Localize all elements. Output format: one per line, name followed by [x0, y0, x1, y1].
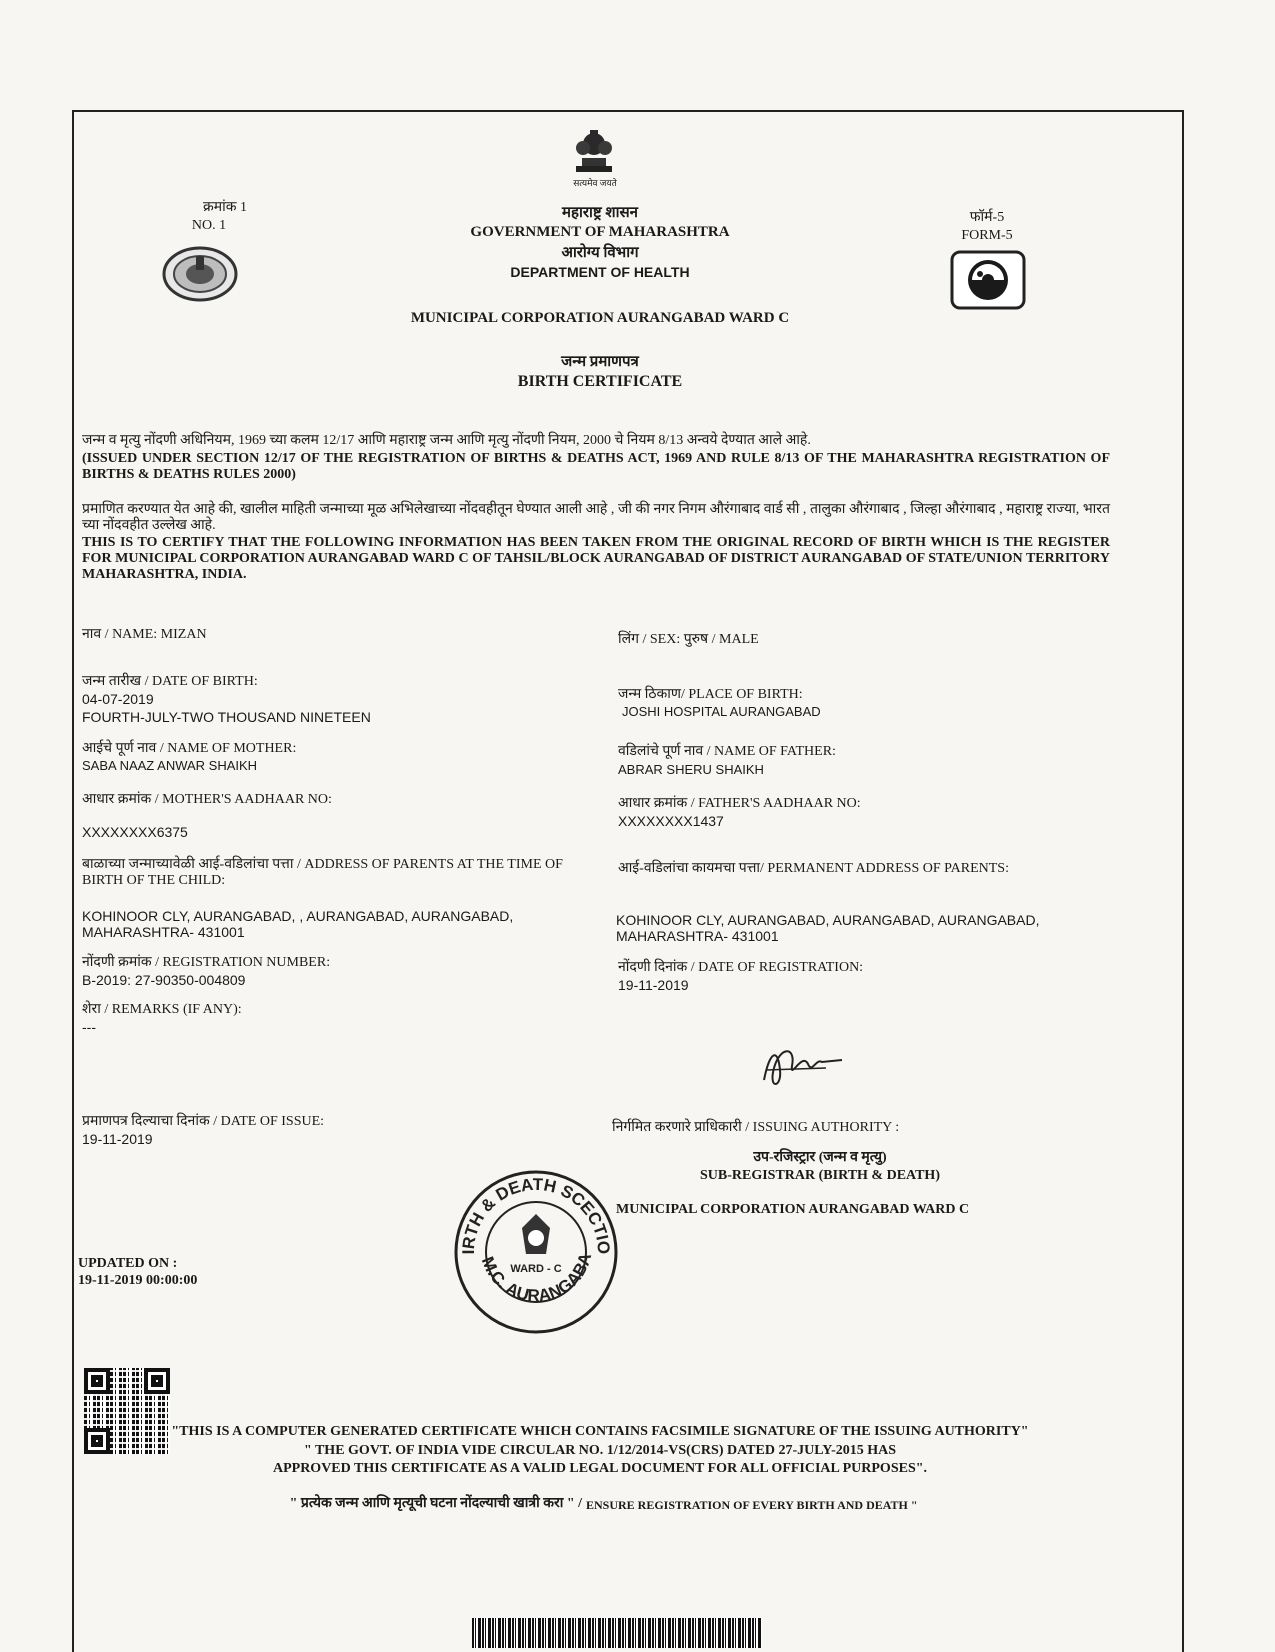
qr-code-icon [84, 1368, 170, 1454]
footer-line-2: " THE GOVT. OF INDIA VIDE CIRCULAR NO. 1/12/2014-VS(CRS) DATED 27-JULY-2015 HAS [303, 1443, 897, 1458]
seal-bottom-text: M.C. AURANGABA [477, 1250, 596, 1306]
issue-date-value: 19-11-2019 [82, 1131, 153, 1147]
crs-logo-icon [950, 250, 1026, 310]
mother-aadhaar-label: आधार क्रमांक / MOTHER'S AADHAAR NO: [82, 792, 332, 807]
form-en: FORM-5 [961, 228, 1013, 243]
slogan-en: ENSURE REGISTRATION OF EVERY BIRTH AND DEATH " [586, 1498, 918, 1512]
registration-date-label: नोंदणी दिनांक / DATE OF REGISTRATION: [618, 960, 864, 975]
gov-mr: महाराष्ट्र शासन [562, 205, 638, 221]
mother-value: SABA NAAZ ANWAR SHAIKH [82, 758, 258, 773]
remarks-label: शेरा / REMARKS (IF ANY): [82, 1002, 242, 1017]
municipal-title: MUNICIPAL CORPORATION AURANGABAD WARD C [410, 310, 790, 326]
mother-aadhaar-value: XXXXXXXX6375 [82, 824, 188, 840]
registration-date-value: 19-11-2019 [618, 977, 689, 993]
gov-en: GOVERNMENT OF MAHARASHTRA [470, 224, 730, 240]
footer-line-1: "THIS IS A COMPUTER GENERATED CERTIFICATE WHICH CONTAINS FACSIMILE SIGNATURE OF THE ISSUING AUTHORITY" [171, 1424, 1029, 1439]
barcode-icon [472, 1618, 762, 1648]
issuing-authority-label: निर्गमित करणारे प्राधिकारी / ISSUING AUTHORITY : [612, 1120, 900, 1135]
municipal-logo-icon [162, 246, 238, 302]
official-seal [452, 1168, 620, 1336]
authority-organization: MUNICIPAL CORPORATION AURANGABAD WARD C [616, 1202, 970, 1217]
remarks-value: --- [82, 1019, 96, 1035]
issue-date-label: प्रमाणपत्र दिल्याचा दिनांक / DATE OF ISSUE: [82, 1114, 325, 1129]
dept-en: DEPARTMENT OF HEALTH [510, 264, 690, 280]
sex-field: लिंग / SEX: पुरुष / MALE [618, 632, 759, 647]
birth-address-value: KOHINOOR CLY, AURANGABAD, , AURANGABAD, AURANGABAD, MAHARASHTRA- 431001 [82, 908, 514, 940]
mother-label: आईचे पूर्ण नाव / NAME OF MOTHER: [82, 741, 297, 756]
number-mr: क्रमांक 1 [202, 200, 247, 215]
dob-value: 04-07-2019 [82, 691, 154, 707]
registrar-en: SUB-REGISTRAR (BIRTH & DEATH) [699, 1168, 940, 1183]
issued-mr: जन्म व मृत्यु नोंदणी अधिनियम, 1969 च्या कलम 12/17 आणि महाराष्ट्र जन्म आणि मृत्यु नोंदणी नियम, 2000 चे नियम 8/13 अन्वये देण्यात आले आहे. [82, 433, 811, 448]
pob-value: JOSHI HOSPITAL AURANGABAD [622, 704, 821, 719]
father-label: वडिलांचे पूर्ण नाव / NAME OF FATHER: [618, 744, 836, 759]
certify-mr: प्रमाणित करण्यात येत आहे की, खालील माहिती जन्माच्या मूळ अभिलेखाच्या नोंदवहीतून घेण्यात आली आहे , जी की नगर निगम औरंगाबाद वार्ड सी , तालुका औरंगाबाद , जिल्हा औरंगाबाद , महाराष्ट्र राज्या, भारत च्या नोंदवहीत उल्लेख आहे. [82, 502, 1110, 533]
dob-words: FOURTH-JULY-TWO THOUSAND NINETEEN [82, 709, 371, 725]
permanent-address-label: आई-वडिलांचा कायमचा पत्ता/ PERMANENT ADDRESS OF PARENTS: [618, 861, 1009, 876]
national-emblem-icon [566, 128, 622, 176]
certificate-title-en: BIRTH CERTIFICATE [517, 373, 683, 390]
registrar-mr: उप-रजिस्ट्रार (जन्म व मृत्यु) [753, 1150, 887, 1165]
updated-value: 19-11-2019 00:00:00 [78, 1273, 198, 1288]
birth-address-label: बाळाच्या जन्माच्यावेळी आई-वडिलांचा पत्ता / ADDRESS OF PARENTS AT THE TIME OF BIRTH OF THE CHILD: [82, 857, 563, 888]
registration-number-value: B-2019: 27-90350-004809 [82, 972, 246, 988]
certificate-title-mr: जन्म प्रमाणपत्र [561, 354, 639, 370]
father-aadhaar-label: आधार क्रमांक / FATHER'S AADHAAR NO: [618, 796, 861, 811]
dept-mr: आरोग्य विभाग [561, 245, 639, 261]
footer-line-3: APPROVED THIS CERTIFICATE AS A VALID LEGAL DOCUMENT FOR ALL OFFICIAL PURPOSES". [272, 1461, 927, 1476]
father-aadhaar-value: XXXXXXXX1437 [618, 813, 724, 829]
father-value: ABRAR SHERU SHAIKH [618, 762, 764, 777]
form-mr: फॉर्म-5 [969, 210, 1005, 225]
registration-number-label: नोंदणी क्रमांक / REGISTRATION NUMBER: [82, 955, 331, 970]
emblem-motto: सत्यमेव जयते [573, 178, 617, 188]
seal-top-text: IRTH & DEATH SCECTIO [458, 1174, 614, 1255]
pob-label: जन्म ठिकाण/ PLACE OF BIRTH: [618, 687, 803, 702]
updated-label: UPDATED ON : [78, 1256, 178, 1271]
dob-label: जन्म तारीख / DATE OF BIRTH: [82, 674, 258, 689]
number-en: NO. 1 [191, 218, 227, 233]
permanent-address-value: KOHINOOR CLY, AURANGABAD, AURANGABAD, AURANGABAD, MAHARASHTRA- 431001 [616, 912, 1040, 944]
certify-en: THIS IS TO CERTIFY THAT THE FOLLOWING INFORMATION HAS BEEN TAKEN FROM THE ORIGINAL RECORD OF BIRTH WHICH IS THE REGISTER FOR MUNICIPAL CORPORATION AURANGABAD WARD C OF TAHSIL/BLOCK AURANGABAD OF DISTRICT AURANGABAD OF STATE/UNION TERRITORY MAHARASHTRA, INDIA. [82, 535, 1110, 582]
issued-en: (ISSUED UNDER SECTION 12/17 OF THE REGISTRATION OF BIRTHS & DEATHS ACT, 1969 AND RULE 8/13 OF THE MAHARASHTRA REGISTRATION OF BIRTHS & DEATHS RULES 2000) [82, 451, 1110, 482]
name-field: नाव / NAME: MIZAN [82, 627, 207, 642]
slogan-mr: " प्रत्येक जन्म आणि मृत्यूची घटना नोंदल्याची खात्री करा " / [289, 1496, 582, 1511]
signature-icon [756, 1040, 846, 1096]
seal-ward-text: WARD - C [510, 1263, 562, 1275]
